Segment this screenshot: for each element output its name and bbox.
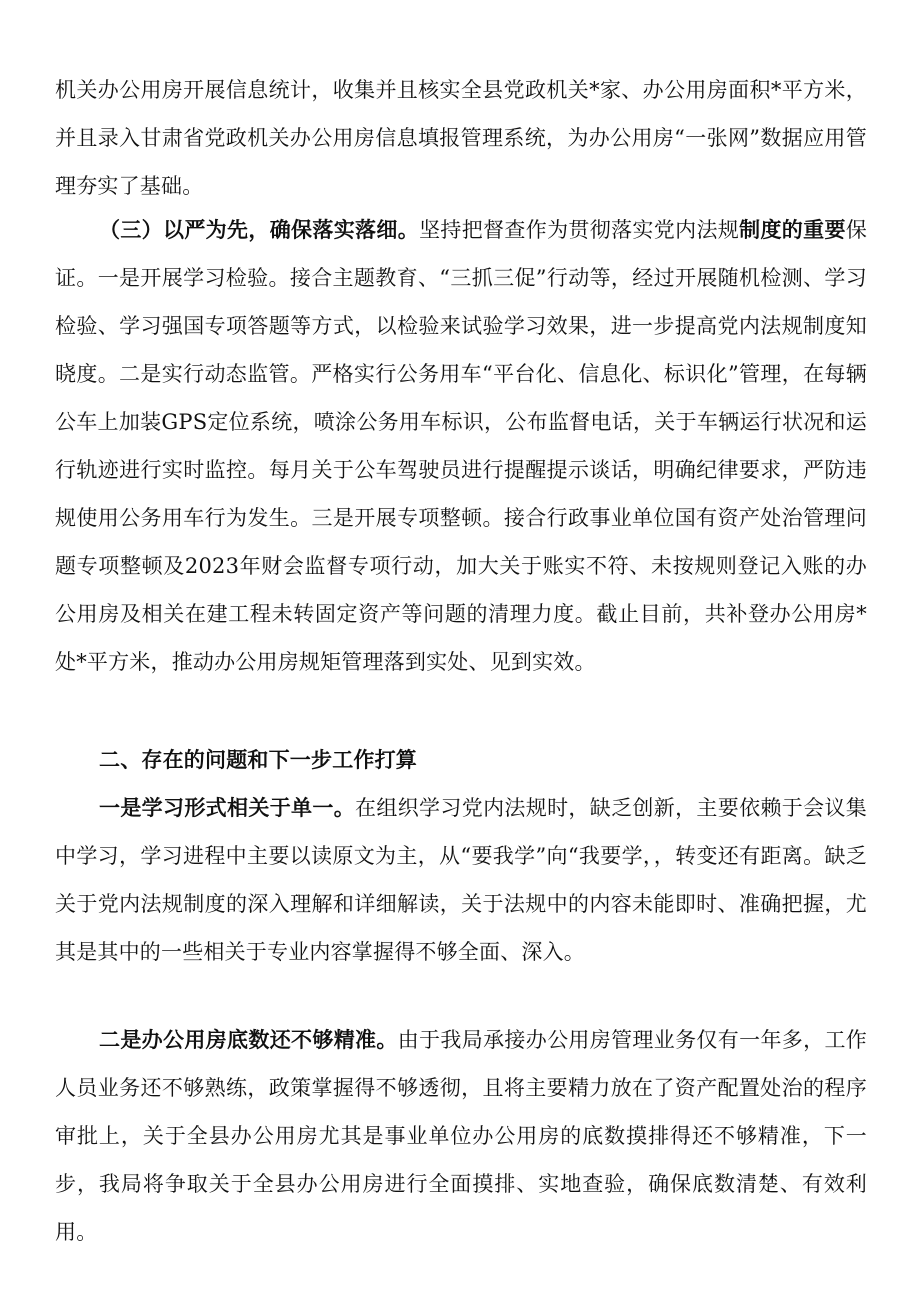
paragraph-learning-form xyxy=(55,784,867,976)
paragraph-strict-first xyxy=(55,206,867,686)
paragraph-statistics xyxy=(55,66,867,210)
paragraph-heading: 二是办公用房底数还不够精准。 xyxy=(99,1027,398,1052)
paragraph-text: 在组织学习党内法规时，缺乏创新，主要依赖于会议集中学习，学习进程中主要以读原文为主，从“要我学”向“我要学，，转变还有距离。缺乏关于党内法规制度的深入理解和详细解读，关于法规中的内容未能即时、准确把握，尤其是其中的一些相关于专业内容掌握得不够全面、深入。 xyxy=(55,796,867,964)
paragraph-text: 保证。一是开展学习检验。接合主题教育、“三抓三促”行动等，经过开展随机检测、学习检验、学习强国专项答题等方式，以检验来试验学习效果，进一步提高党内法规制度知晓度。二是实行动态监管。严格实行公务用车“平台化、信息化、标识化”管理，在每辆公车上加装GPS定位系统，喷涂公务用车标识，公布监督电话，关于车辆运行状况和运行轨迹进行实时监控。每月关于公车驾驶员进行提醒提示谈话，明确纪律要求，严防违规使用公务用车行为发生。三是开展专项整顿。接合行政事业单位国有资产处治管理问题专项整顿及2023年财会监督专项行动，加大关于账实不符、未按规则登记入账的办公用房及相关在建工程未转固定资产等问题的清理力度。截止目前，共补登办公用房*处*平方米，推动办公用房规矩管理落到实处、见到实效。 xyxy=(55,218,868,674)
paragraph-heading: 一是学习形式相关于单一。 xyxy=(99,795,356,820)
paragraph-text: 由于我局承接办公用房管理业务仅有一年多，工作人员业务还不够熟练，政策掌握得不够透彻，且将主要精力放在了资产配置处治的程序审批上，关于全县办公用房尤其是事业单位办公用房的底数摸排得还不够精准，下一步，我局将争取关于全县办公用房进行全面摸排、实地查验，确保底数清楚、有效利用。 xyxy=(55,1028,867,1244)
paragraph-text: 坚持把督查作为贯彻落实党内法规 xyxy=(419,218,740,242)
paragraph-heading: （三）以严为先，确保落实落细。 xyxy=(99,217,420,242)
section-heading xyxy=(55,736,867,784)
paragraph-office-base xyxy=(55,1016,867,1256)
section-title: 二、存在的问题和下一步工作打算 xyxy=(99,747,417,772)
paragraph-bold-text: 制度的重要 xyxy=(739,217,846,242)
paragraph-text: 机关办公用房开展信息统计，收集并且核实全县党政机关*家、办公用房面积*平方米，并且录入甘肃省党政机关办公用房信息填报管理系统，为办公用房“一张网”数据应用管理夯实了基础。 xyxy=(55,78,867,198)
